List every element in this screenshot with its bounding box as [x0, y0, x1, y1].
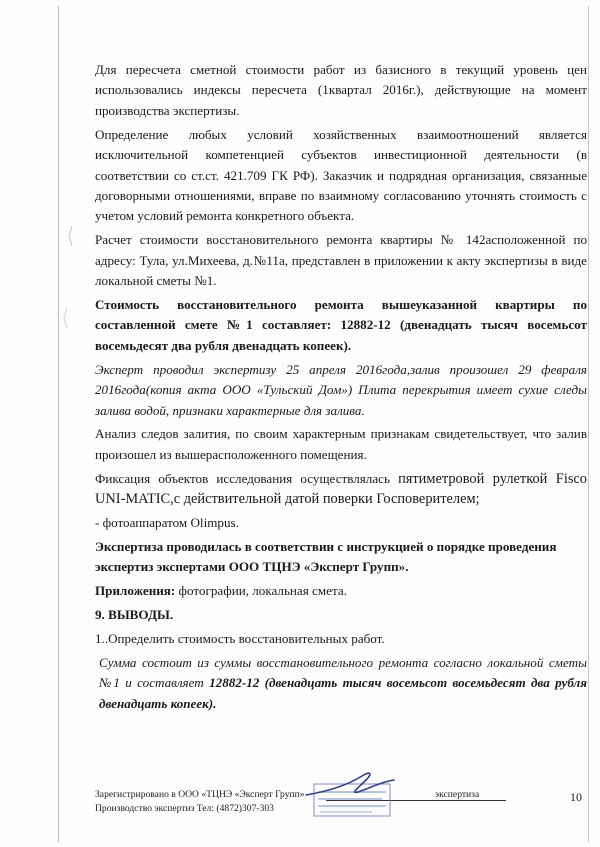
document-body	[95, 60, 587, 718]
attachments-list: фотографии, локальная смета.	[175, 583, 347, 599]
scan-mark-icon	[66, 224, 78, 248]
paragraph-camera: - фотоаппаратом Olimpus.	[95, 515, 239, 531]
section-heading-conclusions: 9. ВЫВОДЫ.	[95, 607, 174, 623]
paragraph-indices: Для пересчета сметной стоимости работ из базисного в текущий уровень цен использовались индексы пересчета (1квартал 2016г.), действующие на момент производства экспертизы.	[95, 62, 587, 118]
footer-phone: Производство экспертиз Тел: (4872)307-303	[95, 803, 274, 814]
signature-icon	[300, 768, 400, 802]
fixation-tool: пятиметровой рулеткой Fisco UNI-MATIC,с действительной датой поверки Госповерителем;	[95, 470, 587, 508]
paragraph-cost-total: Стоимость восстановительного ремонта вышеуказанной квартиры по составленной смете №1 составляет: 12882-12 (двенадцать тысяч восемьсот восемьдесят два рубля двенадцать копеек).	[95, 296, 587, 353]
page-border-left	[58, 6, 59, 842]
footer-word: экспертиза	[435, 789, 480, 800]
paragraph-analysis: Анализ следов залития, по своим характерным признакам свидетельствует, что залив произошел из вышерасположенного помещения.	[95, 426, 587, 462]
paragraph-calculation: Расчет стоимости восстановительного ремонта квартиры № 142асположенной по адресу: Тула, ул.Михеева, д.№11а, представлен в приложении к акту экспертизы в виде локальной сметы №1.	[95, 232, 587, 289]
footer-registration: Зарегистрировано в ООО «ТЦНЭ «Эксперт Групп»	[95, 789, 305, 800]
sum-amount: 12882-12 (двенадцать тысяч восемьсот восемьдесят два рубля двенадцать копеек).	[99, 675, 587, 711]
paragraph-expert-visit: Эксперт проводил экспертизу 25 апреля 2016года,залив произошел 29 февраля 2016года(копия акта ООО «Тульский Дом») Плита перекрытия имеет сухие следы залива водой, признаки характерные для залива.	[95, 361, 587, 418]
paragraph-relations: Определение любых условий хозяйственных взаимоотношений является исключительной компетенцией субъектов инвестиционной деятельности (в соответствии со ст.ст. 421.709 ГК РФ). Заказчик и подрядная организация, связанные договорными отношениями, вправе по взаимному согласованию уточнять стоимость с учетом условий ремонта конкретного объекта.	[95, 126, 587, 224]
paragraph-instruction: Экспертиза проводилась в соответствии с инструкцией о порядке проведения экспертиз экспертами ООО ТЦНЭ «Эксперт Групп».	[95, 538, 557, 575]
paragraph-attachments	[95, 581, 587, 601]
sum-text: Сумма состоит из суммы восстановительного ремонта согласно локальной сметы №1 и составляет	[99, 654, 587, 691]
paragraph-task: 1..Определить стоимость восстановительных работ.	[95, 631, 385, 647]
paragraph-fixation	[95, 469, 587, 510]
page-border-right	[588, 6, 589, 842]
attachments-label: Приложения:	[95, 583, 176, 599]
page-number: 10	[570, 790, 582, 804]
fixation-lead: Фиксация объектов исследования осуществлялась	[95, 470, 390, 486]
scan-mark-icon	[62, 306, 72, 330]
paragraph-sum	[95, 653, 587, 714]
